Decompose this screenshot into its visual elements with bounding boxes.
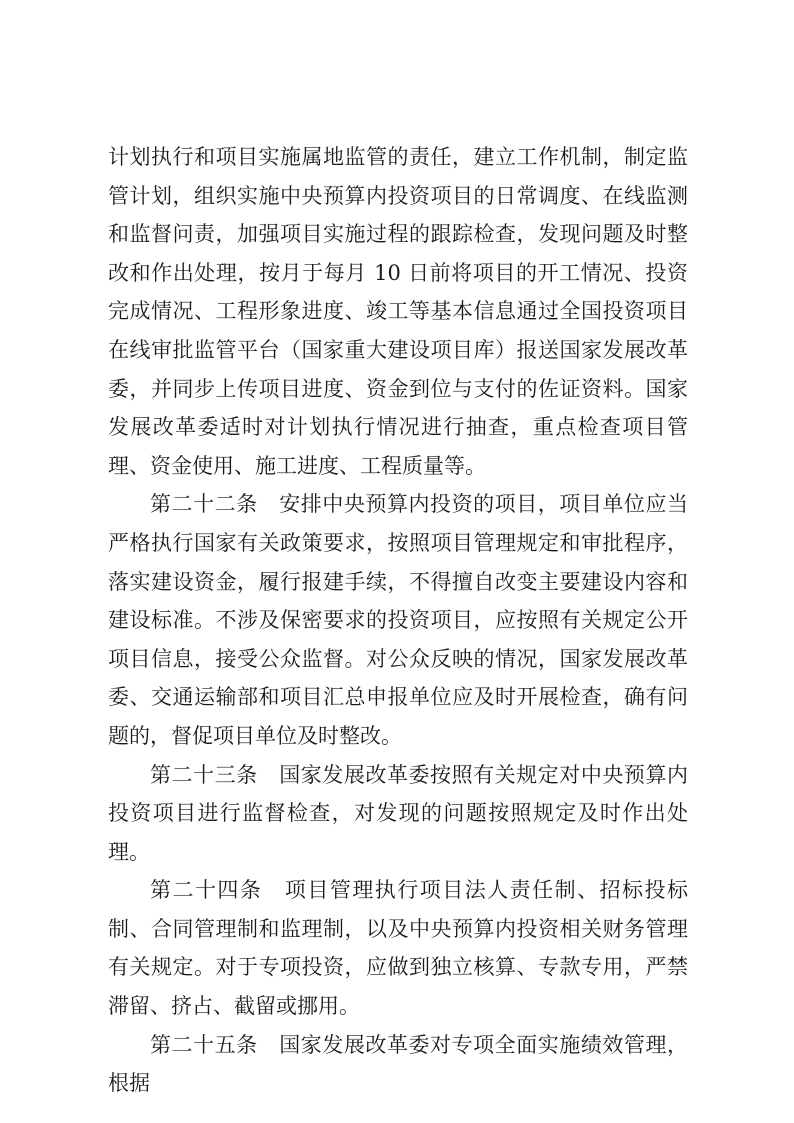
paragraph-text: 项目管理执行项目法人责任制、招标投标制、合同管理制和监理制，以及中央预算内投资相关财务管理有关规定。对于专项投资，应做到独立核算、专款专用，严禁滞留、挤占、截留或挪用。 (108, 878, 689, 1019)
article-number: 第二十二条 (150, 492, 258, 517)
article-number: 第二十三条 (150, 762, 258, 787)
paragraph-text: 国家发展改革委按照有关规定对中央预算内投资项目进行监督检查，对发现的问题按照规定及时作出处理。 (108, 762, 689, 864)
document-body (108, 138, 688, 1103)
article-23-paragraph (108, 756, 688, 872)
article-24-paragraph (108, 871, 688, 1025)
article-number: 第二十四条 (150, 878, 263, 903)
paragraph-text: 国家发展改革委对专项全面实施绩效管理，根据 (108, 1032, 689, 1096)
article-number: 第二十五条 (150, 1032, 258, 1057)
paragraph-text: 安排中央预算内投资的项目，项目单位应当严格执行国家有关政策要求，按照项目管理规定和审批程序，落实建设资金，履行报建手续，不得擅自改变主要建设内容和建设标准。不涉及保密要求的投资项目，应按照有关规定公开项目信息，接受公众监督。对公众反映的情况，国家发展改革委、交通运输部和项目汇总申报单位应及时开展检查，确有问题的，督促项目单位及时整改。 (108, 492, 689, 748)
paragraph-continuation (108, 138, 688, 485)
article-25-paragraph (108, 1026, 688, 1103)
article-22-paragraph (108, 485, 688, 755)
paragraph-text: 计划执行和项目实施属地监管的责任，建立工作机制，制定监管计划，组织实施中央预算内投资项目的日常调度、在线监测和监督问责，加强项目实施过程的跟踪检查，发现问题及时整改和作出处理，按月于每月 10 日前将项目的开工情况、投资完成情况、工程形象进度、竣工等基本信息通过全国投资项目在线审批监管平台（国家重大建设项目库）报送国家发展改革委，并同步上传项目进度、资金到位与支付的佐证资料。国家发展改革委适时对计划执行情况进行抽查，重点检查项目管理、资金使用、施工进度、工程质量等。 (108, 145, 688, 478)
